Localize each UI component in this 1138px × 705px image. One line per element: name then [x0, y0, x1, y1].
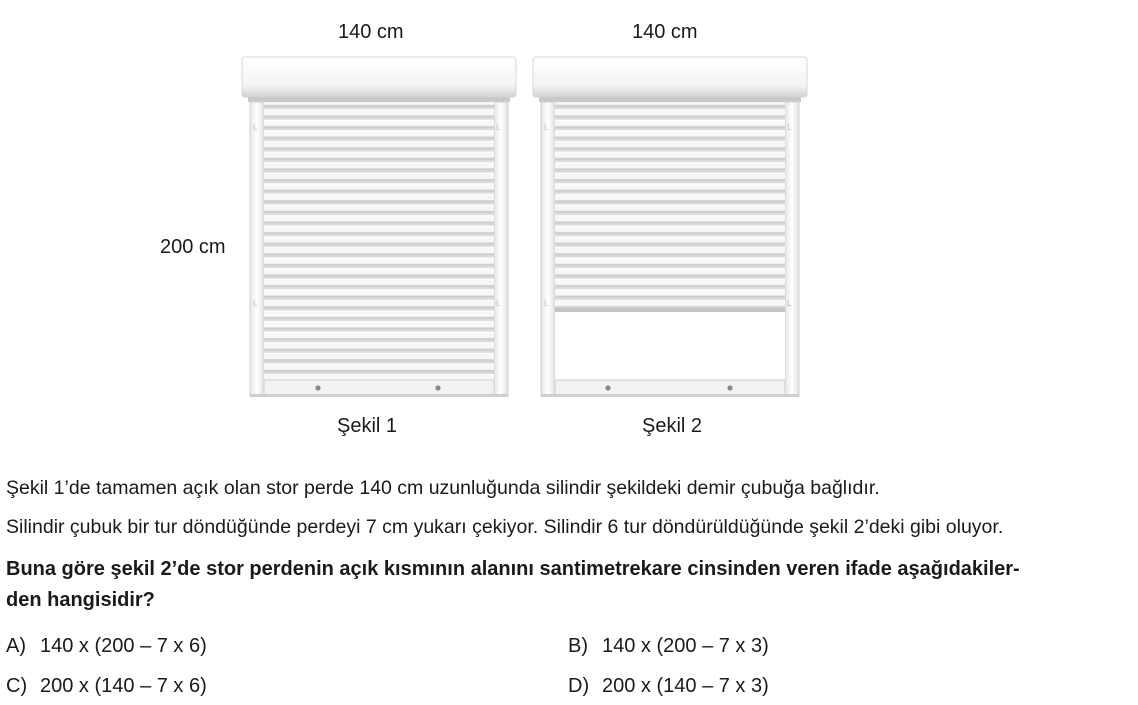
svg-text:L: L	[253, 123, 258, 132]
svg-text:L: L	[253, 299, 258, 308]
figure1-width-label: 140 cm	[338, 21, 404, 43]
option-a-text: 140 x (200 – 7 x 6)	[40, 635, 207, 657]
option-d-letter: D)	[568, 675, 590, 697]
problem-line-1: Şekil 1’de tamamen açık olan stor perde 140 cm uzunluğunda silindir şekildeki demir çubuğa bağlıdır.	[6, 477, 880, 499]
option-d[interactable]	[568, 674, 769, 698]
figure1-caption: Şekil 1	[337, 415, 398, 437]
svg-text:L: L	[787, 123, 792, 132]
roller-box	[242, 57, 516, 97]
roller-box	[533, 57, 807, 97]
option-a[interactable]	[6, 634, 207, 658]
option-b-text: 140 x (200 – 7 x 3)	[602, 635, 769, 657]
svg-text:L: L	[544, 299, 549, 308]
figure2-caption: Şekil 2	[642, 415, 703, 437]
option-d-text: 200 x (140 – 7 x 3)	[602, 675, 769, 697]
figure1-height-label: 200 cm	[160, 236, 226, 258]
shutter-figure-2	[531, 54, 809, 400]
question-line-1: Buna göre şekil 2’de stor perdenin açık kısmının alanını santimetrekare cinsinden veren ifade aşağıdakiler-	[6, 558, 1020, 580]
shutter-slats	[555, 102, 785, 310]
option-b-letter: B)	[568, 635, 588, 657]
question-line-2: den hangisidir?	[6, 589, 155, 611]
option-c[interactable]	[6, 674, 207, 698]
question-text	[6, 554, 1134, 616]
problem-line-2: Silindir çubuk bir tur döndüğünde perdeyi 7 cm yukarı çekiyor. Silindir 6 tur döndürüldüğünde şekil 2’deki gibi oluyor.	[6, 516, 1004, 538]
svg-text:L: L	[496, 299, 501, 308]
option-c-text: 200 x (140 – 7 x 6)	[40, 675, 207, 697]
right-rail	[494, 102, 508, 396]
shutter-slats	[264, 102, 494, 380]
right-rail	[785, 102, 799, 396]
option-b[interactable]	[568, 634, 769, 658]
shutter-figure-1	[240, 54, 518, 400]
left-rail	[250, 102, 264, 396]
svg-text:L: L	[544, 123, 549, 132]
svg-text:L: L	[496, 123, 501, 132]
left-rail	[541, 102, 555, 396]
bottom-bar	[555, 380, 785, 396]
open-area	[555, 312, 785, 380]
bottom-bar	[264, 380, 494, 396]
option-c-letter: C)	[6, 675, 28, 697]
figure2-width-label: 140 cm	[632, 21, 698, 43]
option-a-letter: A)	[6, 635, 26, 657]
svg-text:L: L	[787, 299, 792, 308]
